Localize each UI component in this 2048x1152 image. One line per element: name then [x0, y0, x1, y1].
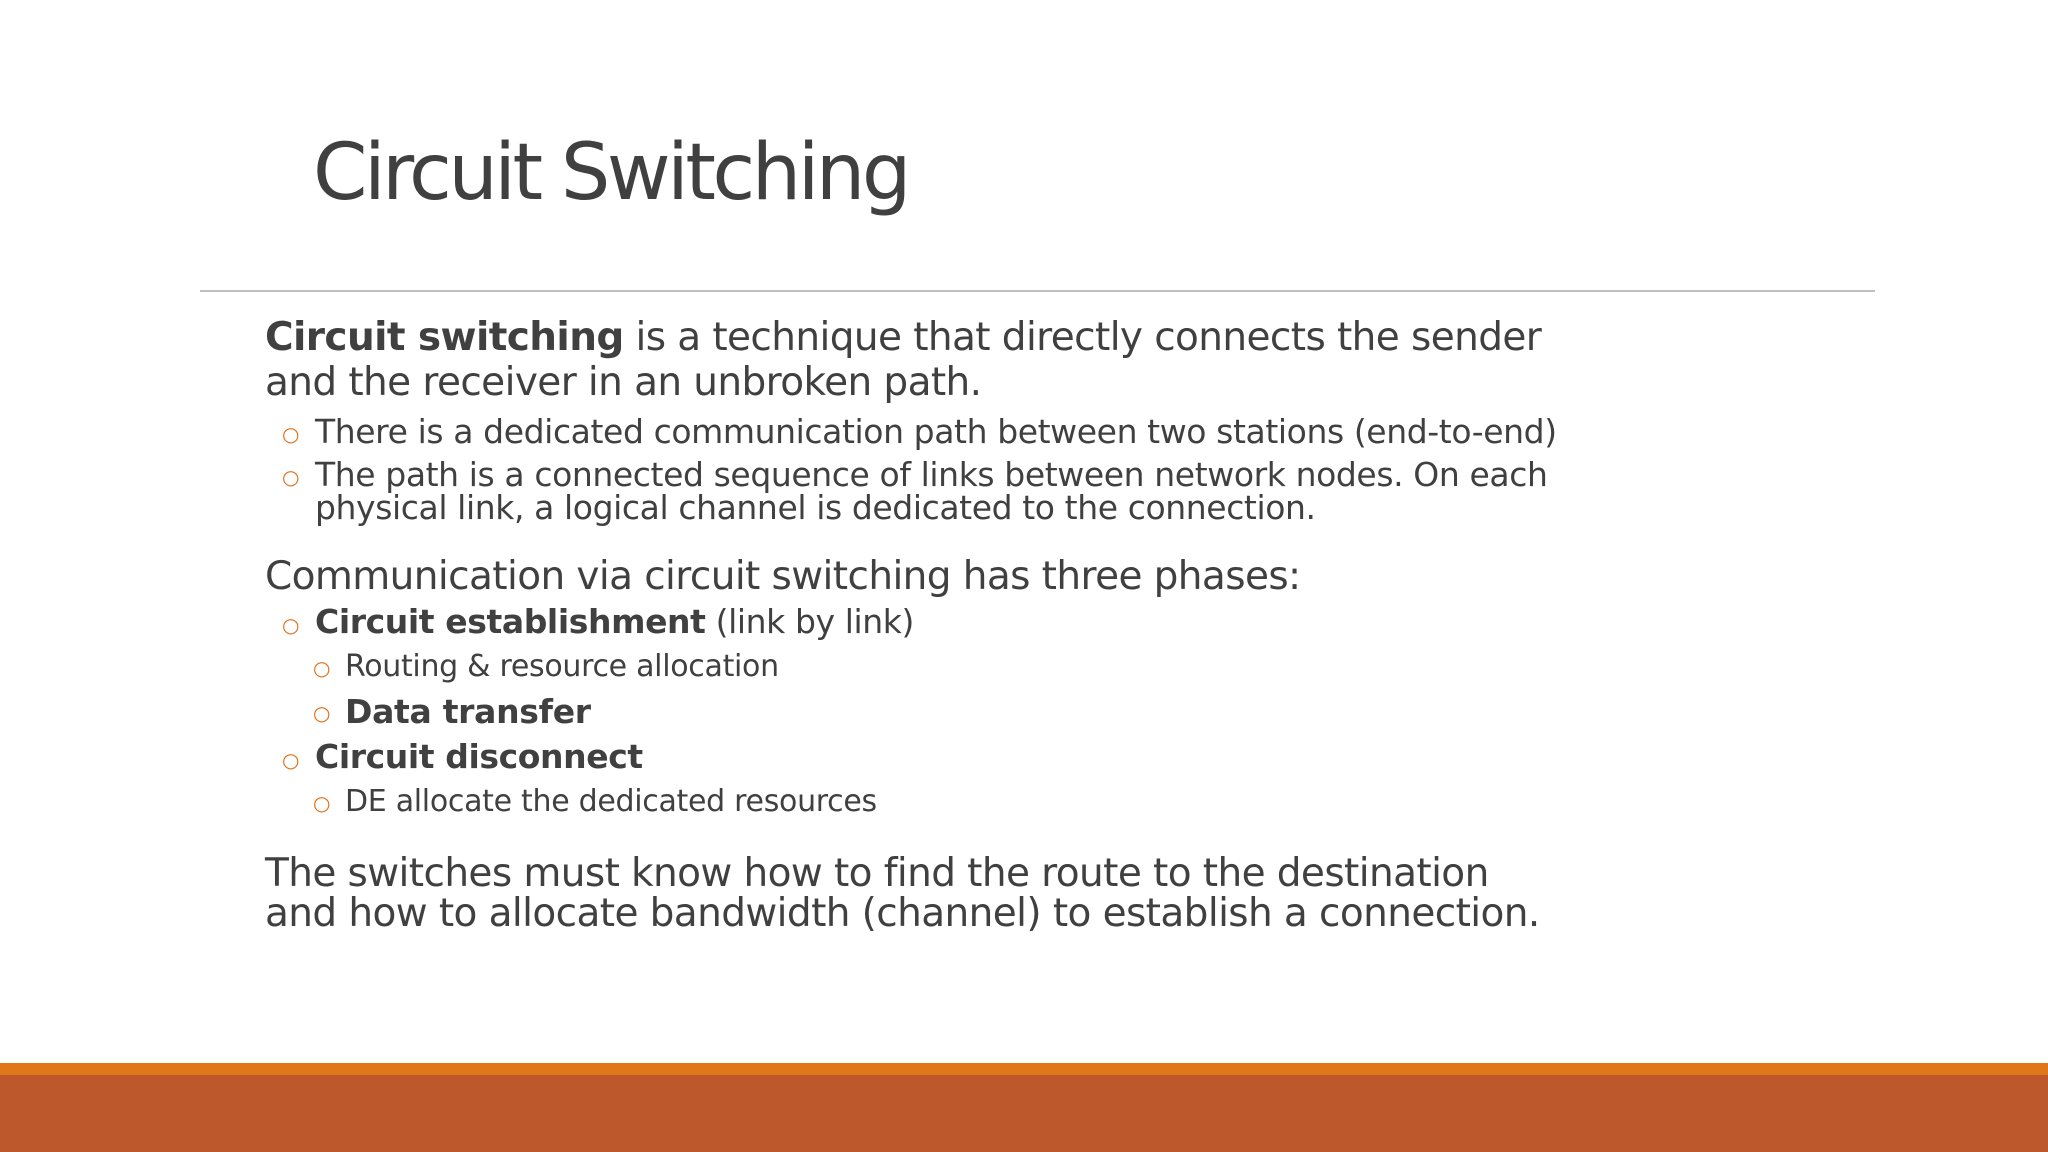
list-item — [265, 455, 1565, 527]
ring-bullet-icon: ○ — [282, 465, 300, 489]
intro-bold-term: Circuit switching — [265, 315, 624, 360]
ring-bullet-icon: ○ — [313, 656, 331, 680]
phase-data-transfer: Data transfer — [345, 692, 591, 731]
phases-heading: Communication via circuit switching has three phases: — [265, 554, 1301, 599]
list-item — [265, 779, 1565, 824]
title-divider — [200, 290, 1875, 292]
ring-bullet-icon: ○ — [282, 613, 300, 637]
list-item — [265, 689, 1565, 734]
phase-establishment-note: (link by link) — [705, 602, 914, 641]
closing-paragraph: The switches must know how to find the route to the destination and how to allocate bandwidth (channel) to establish a connection. — [265, 851, 1540, 936]
list-item — [265, 644, 1565, 689]
phase-disconnect: Circuit disconnect — [315, 737, 643, 776]
intro-bullet-2: The path is a connected sequence of links between network nodes. On each physical link, a logical channel is dedicated to the connection. — [315, 455, 1548, 527]
ring-bullet-icon: ○ — [282, 748, 300, 772]
footer-bar — [0, 1075, 2048, 1152]
slide-body — [265, 315, 1565, 934]
intro-paragraph — [265, 315, 1565, 405]
phase-deallocate: DE allocate the dedicated resources — [345, 784, 877, 819]
footer-stripe — [0, 1063, 2048, 1075]
intro-text: is a technique that directly connects the sender and the receiver in an unbroken path. — [265, 315, 1542, 405]
list-item — [265, 734, 1565, 779]
phase-establishment: Circuit establishment — [315, 602, 706, 641]
ring-bullet-icon: ○ — [282, 422, 300, 446]
list-item — [265, 412, 1565, 451]
list-item — [265, 599, 1565, 644]
ring-bullet-icon: ○ — [313, 701, 331, 725]
phase-routing: Routing & resource allocation — [345, 649, 779, 684]
slide-title: Circuit Switching — [313, 128, 908, 218]
intro-bullet-1: There is a dedicated communication path between two stations (end-to-end) — [315, 412, 1557, 451]
ring-bullet-icon: ○ — [313, 791, 331, 815]
